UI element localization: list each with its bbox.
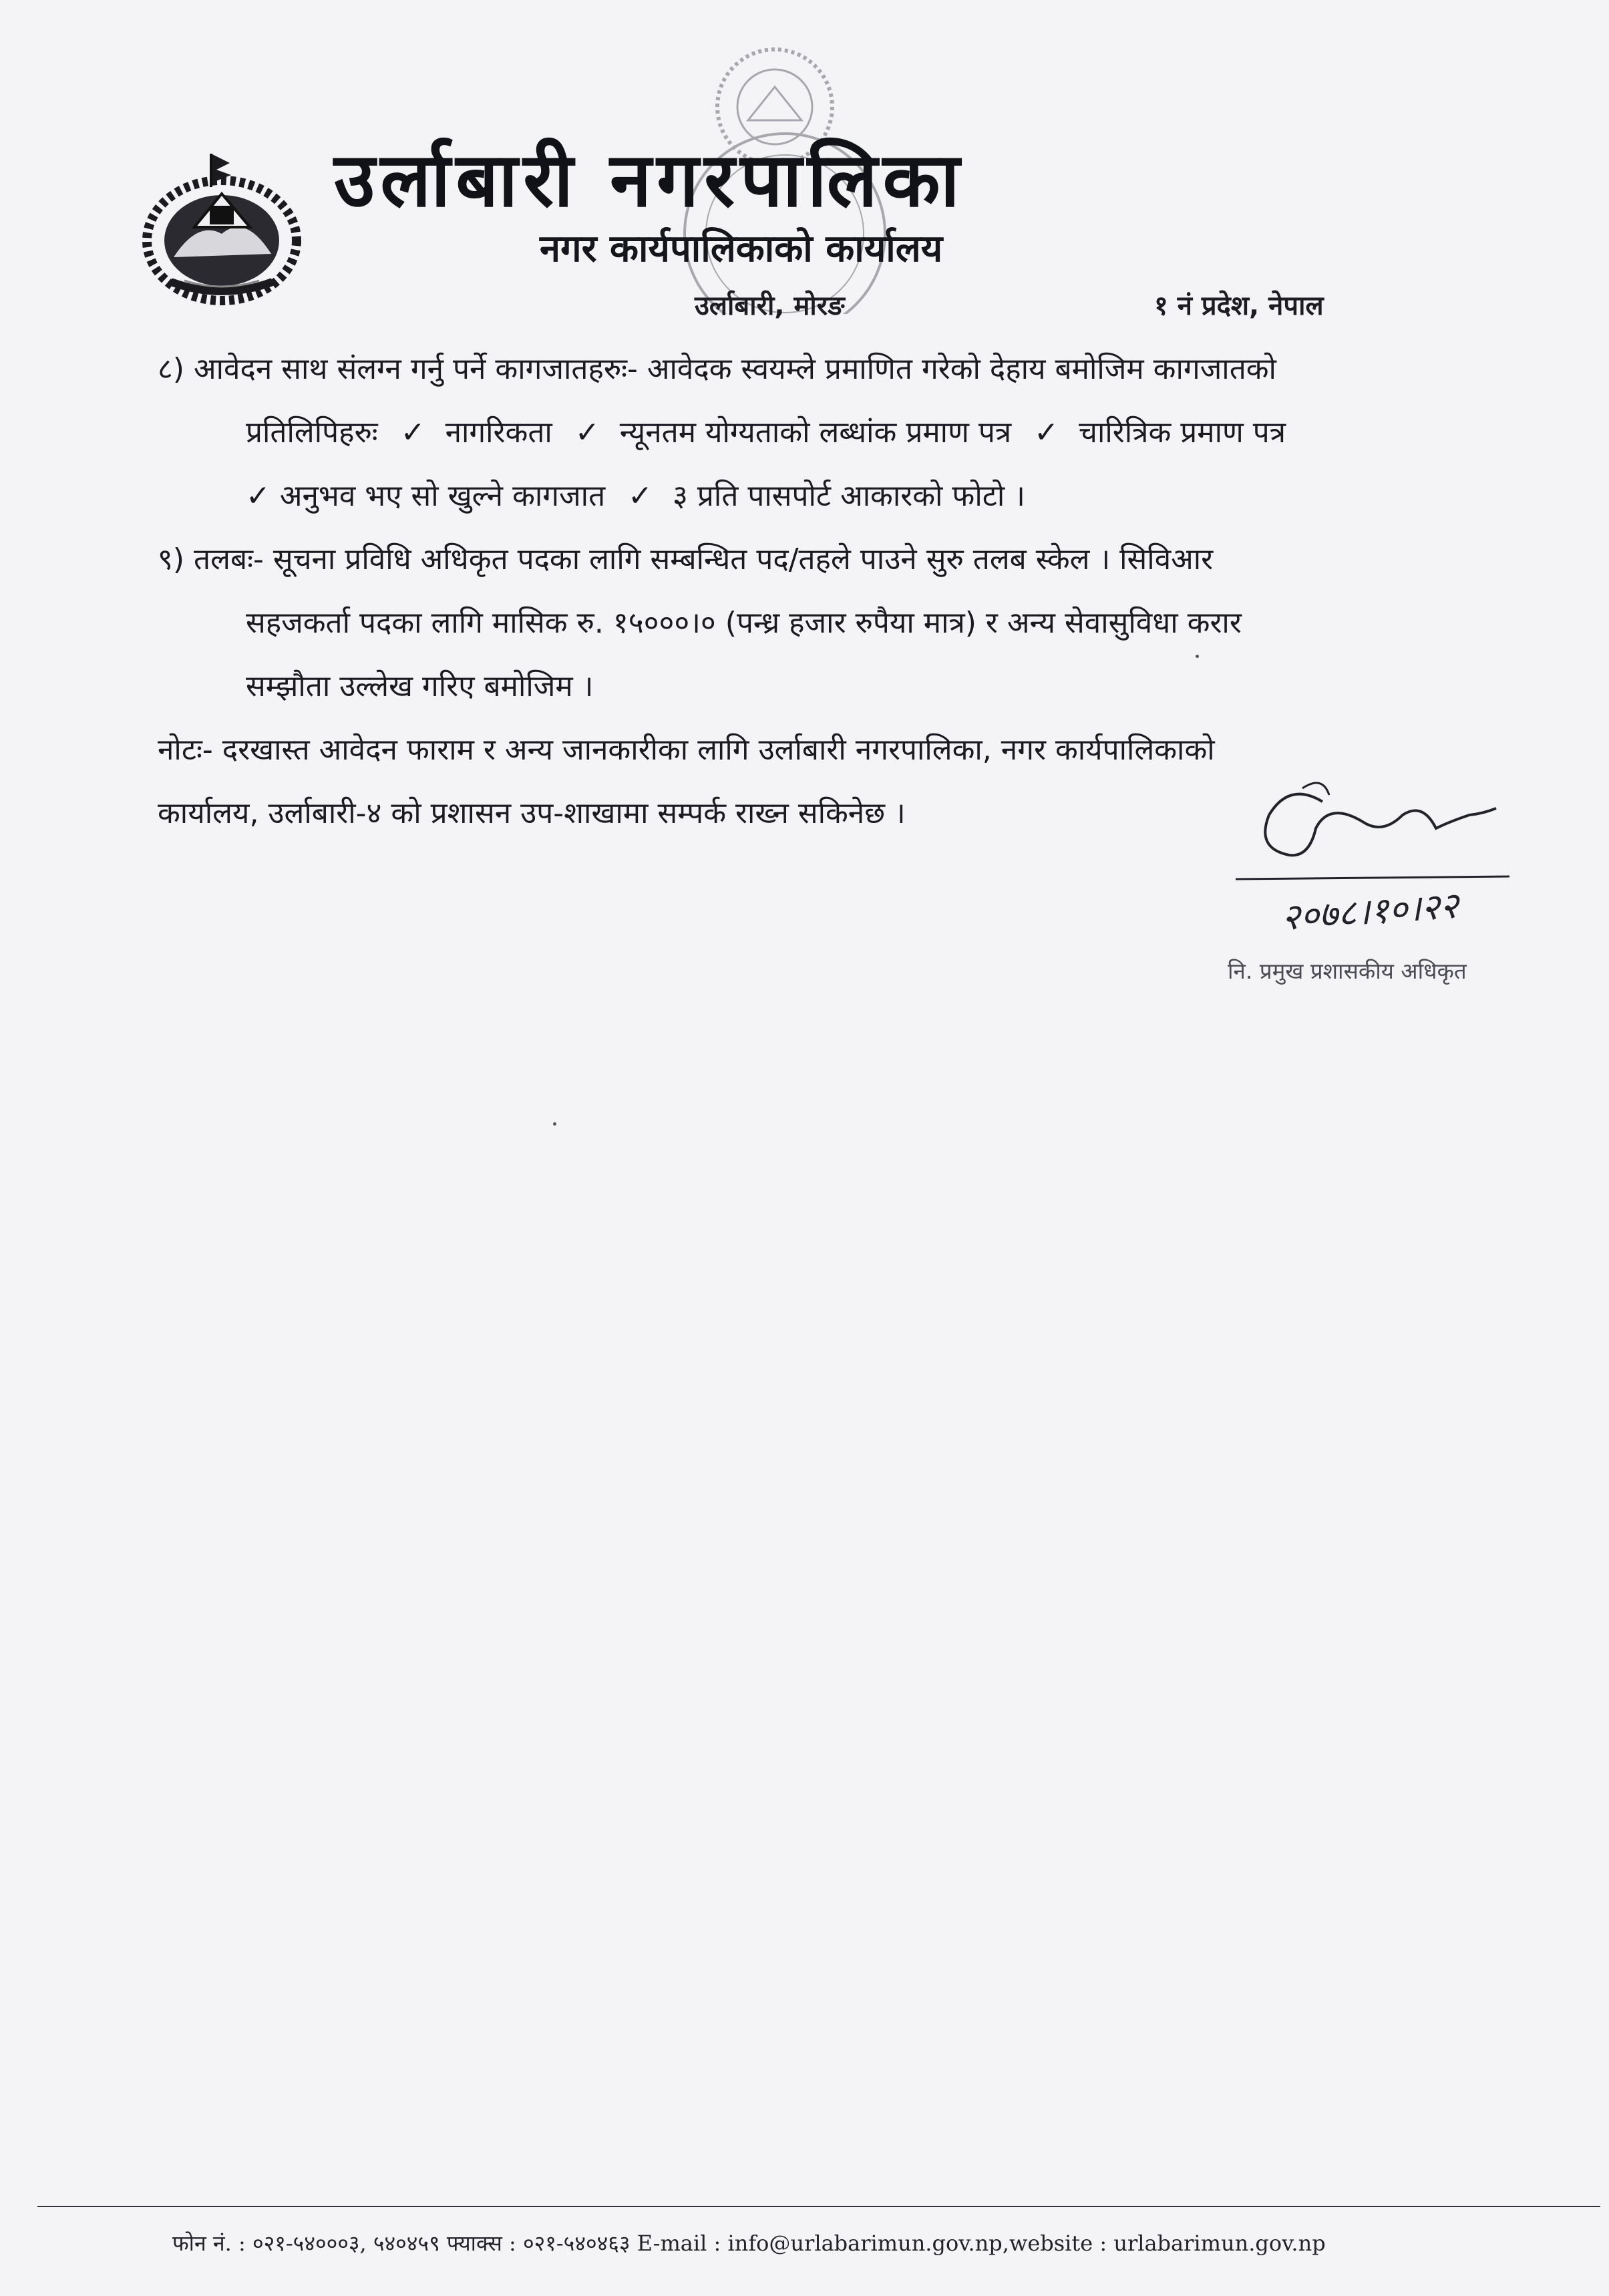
note-line1: नोटः- दरखास्त आवेदन फाराम र अन्य जानकारीका लागि उर्लाबारी नगरपालिका, नगर कार्यपालिकाको	[158, 733, 1215, 767]
copies-label: प्रतिलिपिहरुः	[246, 416, 378, 450]
office-subtitle: नगर कार्यपालिकाको कार्यालय	[540, 227, 943, 271]
office-title: उर्लाबारी नगरपालिका	[334, 137, 965, 224]
doc-photos: ३ प्रति पासपोर्ट आकारको फोटो ।	[673, 479, 1025, 513]
item9-line1: ९) तलबः- सूचना प्रविधि अधिकृत पदका लागि सम्बन्धित पद/तहले पाउने सुरु तलब स्केल । सिविआर	[158, 542, 1214, 577]
doc-citizenship: नागरिकता	[445, 416, 552, 450]
check-icon: ✓	[400, 416, 425, 450]
footer-divider	[37, 2206, 1600, 2207]
office-address: उर्लाबारी, मोरङ	[695, 291, 845, 321]
speck	[553, 1122, 556, 1126]
check-icon: ✓	[574, 416, 600, 450]
signatory-title: नि. प्रमुख प्रशासकीय अधिकृत	[1228, 958, 1467, 984]
doc-experience: अनुभव भए सो खुल्ने कागजात	[279, 479, 606, 513]
doc-character-certificate: चारित्रिक प्रमाण पत्र	[1079, 416, 1286, 450]
item8-line3	[158, 464, 1493, 528]
item9-line3: सम्झौता उल्लेख गरिए बमोजिम ।	[246, 669, 594, 703]
check-icon: ✓	[1034, 416, 1059, 450]
item8-line1: ८) आवेदन साथ संलग्न गर्नु पर्ने कागजातहरुः- आवेदक स्वयम्ले प्रमाणित गरेको देहाय बमोजिम कागजातको	[158, 352, 1276, 386]
check-icon: ✓	[628, 479, 653, 513]
office-province: १ नं प्रदेश, नेपाल	[1154, 291, 1324, 321]
speck	[1196, 655, 1199, 658]
note-line2: कार्यालय, उर्लाबारी-४ को प्रशासन उप-शाखामा सम्पर्क राख्न सकिनेछ ।	[158, 796, 906, 830]
signature-date: २०७८।१०।२२	[1280, 884, 1460, 939]
signature-icon	[1229, 775, 1543, 949]
nepal-emblem-icon	[131, 140, 313, 307]
notice-body	[158, 337, 1493, 845]
item8-line2	[158, 401, 1493, 464]
footer-contact: फोन नं. : ०२१-५४०००३, ५४०४५९ फ्याक्स : ०२१-५४०४६३ E-mail : info@urlabarimun.gov.np,website : urlabarimun.gov.np	[172, 2231, 1326, 2256]
check-icon: ✓	[246, 479, 271, 513]
doc-marksheet: न्यूनतम योग्यताको लब्धांक प्रमाण पत्र	[619, 416, 1012, 450]
item9-line2: सहजकर्ता पदका लागि मासिक रु. १५०००।० (पन्ध्र हजार रुपैया मात्र) र अन्य सेवासुविधा करार	[246, 606, 1242, 640]
